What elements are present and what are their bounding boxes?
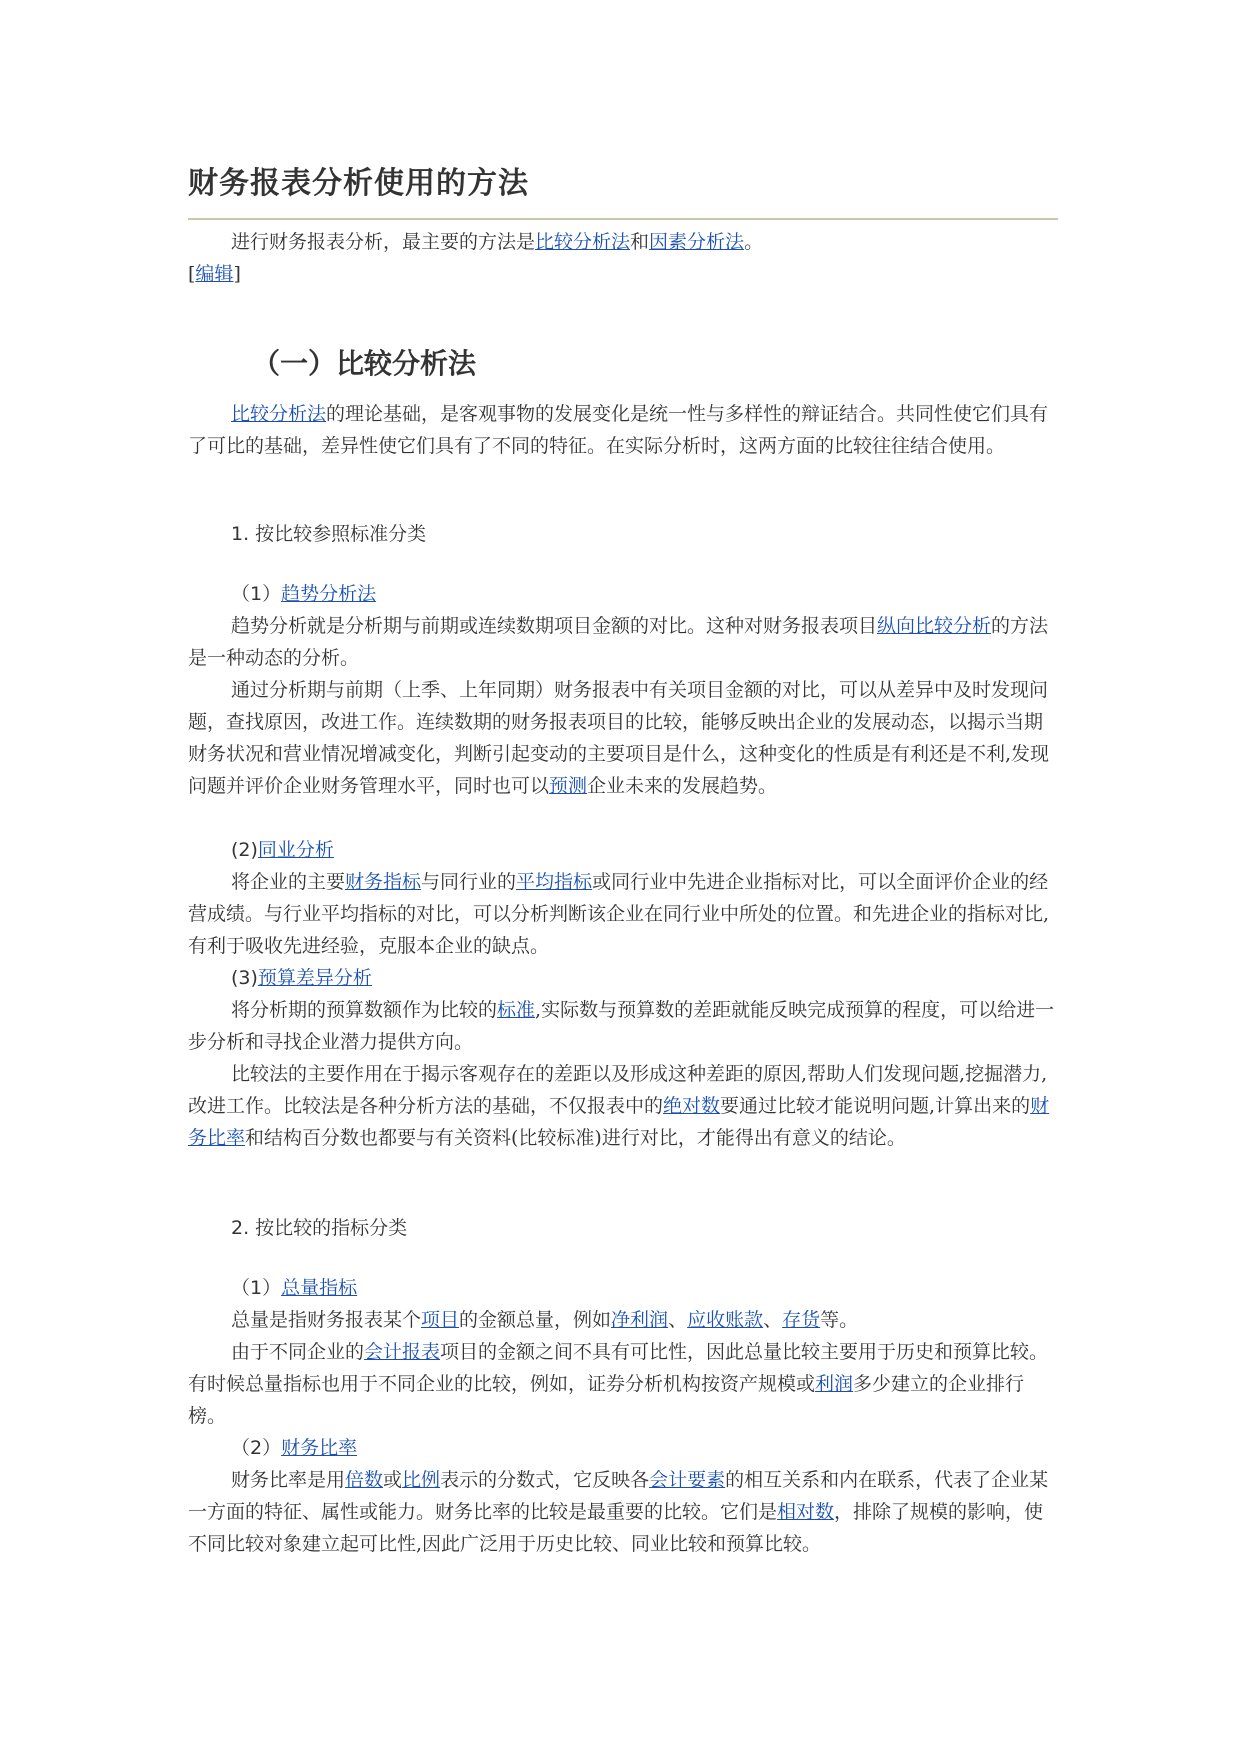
trend-paragraph-2: 通过分析期与前期（上季、上年同期）财务报表中有关项目金额的对比，可以从差异中及时发现问题，查找原因，改进工作。连续数期的财务报表项目的比较，能够反映出企业的发展动态，以揭示当期财务状况和营业情况增减变化，判断引起变动的主要项目是什么，这种变化的性质是有利还是不利,发现问题并评价企业财务管理水平，同时也可以预测企业未来的发展趋势。	[188, 679, 1050, 797]
section-heading: （一）比较分析法	[252, 347, 477, 380]
total-heading: （1）总量指标	[231, 1277, 358, 1299]
basis-paragraph: 比较分析法的理论基础，是客观事物的发展变化是统一性与多样性的辩证结合。共同性使它们具有了可比的基础，差异性使它们具有了不同的特征。在实际分析时，这两方面的比较往往结合使用。	[188, 403, 1049, 457]
peer-heading: (2)同业分析	[231, 839, 334, 861]
link-multiple[interactable]: 倍数	[345, 1469, 384, 1491]
link-proportion[interactable]: 比例	[402, 1469, 441, 1491]
link-relative-numbers[interactable]: 相对数	[777, 1501, 835, 1523]
link-peer-analysis[interactable]: 同业分析	[257, 839, 334, 861]
link-comparative-analysis[interactable]: 比较分析法	[535, 231, 631, 253]
total-paragraph-1: 总量是指财务报表某个项目的金额总量，例如净利润、应收账款、存货等。	[231, 1309, 859, 1331]
link-comparative-analysis-2[interactable]: 比较分析法	[231, 403, 327, 425]
budget-paragraph: 将分析期的预算数额作为比较的标准,实际数与预算数的差距就能反映完成预算的程度，可以给进一步分析和寻找企业潜力提供方向。	[188, 999, 1055, 1053]
total-paragraph-2: 由于不同企业的会计报表项目的金额之间不具有可比性，因此总量比较主要用于历史和预算比较。有时候总量指标也用于不同企业的比较，例如，证券分析机构按资产规模或利润多少建立的企业排行榜。	[188, 1341, 1049, 1427]
link-profit[interactable]: 利润	[815, 1373, 854, 1395]
link-financial-ratio-2[interactable]: 财务比率	[281, 1437, 358, 1459]
link-net-profit[interactable]: 净利润	[611, 1309, 669, 1331]
link-vertical-comparison[interactable]: 纵向比较分析	[877, 615, 992, 637]
link-standard[interactable]: 标准	[497, 999, 536, 1021]
peer-paragraph: 将企业的主要财务指标与同行业的平均指标或同行业中先进企业指标对比，可以全面评价企业的经营成绩。与行业平均指标的对比，可以分析判断该企业在同行业中所处的位置。和先进企业的指标对比,有利于吸收先进经验，克服本企业的缺点。	[188, 871, 1050, 957]
ratio-heading: （2）财务比率	[231, 1437, 358, 1459]
link-forecast[interactable]: 预测	[549, 775, 588, 797]
ratio-paragraph: 财务比率是用倍数或比例表示的分数式，它反映各会计要素的相互关系和内在联系，代表了企业某一方面的特征、属性或能力。财务比率的比较是最重要的比较。它们是相对数，排除了规模的影响，使不同比较对象建立起可比性,因此广泛用于历史比较、同业比较和预算比较。	[188, 1469, 1049, 1555]
category-2-heading: 2. 按比较的指标分类	[231, 1217, 408, 1239]
link-trend-analysis[interactable]: 趋势分析法	[281, 583, 377, 605]
link-factor-analysis[interactable]: 因素分析法	[649, 231, 745, 253]
trend-heading: （1）趋势分析法	[231, 583, 377, 605]
link-financial-ratio[interactable]: 财务比率	[188, 1095, 1050, 1149]
link-absolute-numbers[interactable]: 绝对数	[663, 1095, 721, 1117]
edit-link[interactable]: 编辑	[195, 263, 234, 285]
link-accounting-elements[interactable]: 会计要素	[649, 1469, 726, 1491]
summary-paragraph: 比较法的主要作用在于揭示客观存在的差距以及形成这种差距的原因,帮助人们发现问题,挖掘潜力,改进工作。比较法是各种分析方法的基础，不仅报表中的绝对数要通过比较才能说明问题,计算出来的财务比率和结构百分数也都要与有关资料(比较标准)进行对比，才能得出有意义的结论。	[188, 1063, 1050, 1149]
link-item[interactable]: 项目	[421, 1309, 460, 1331]
link-accounting-statements[interactable]: 会计报表	[364, 1341, 441, 1363]
category-1-heading: 1. 按比较参照标准分类	[231, 523, 427, 545]
link-financial-indicators[interactable]: 财务指标	[345, 871, 422, 893]
link-average-indicators[interactable]: 平均指标	[516, 871, 593, 893]
link-accounts-receivable[interactable]: 应收账款	[687, 1309, 764, 1331]
budget-heading: (3)预算差异分析	[231, 967, 372, 989]
link-total-indicators[interactable]: 总量指标	[281, 1277, 358, 1299]
intro-paragraph: 进行财务报表分析，最主要的方法是比较分析法和因素分析法。	[231, 231, 764, 253]
link-inventory[interactable]: 存货	[782, 1309, 821, 1331]
title-divider	[188, 218, 1058, 220]
edit-section-link: [编辑]	[188, 263, 241, 285]
link-budget-variance[interactable]: 预算差异分析	[257, 967, 372, 989]
trend-paragraph-1: 趋势分析就是分析期与前期或连续数期项目金额的对比。这种对财务报表项目纵向比较分析的方法是一种动态的分析。	[188, 615, 1049, 669]
page-title: 财务报表分析使用的方法	[188, 166, 529, 201]
